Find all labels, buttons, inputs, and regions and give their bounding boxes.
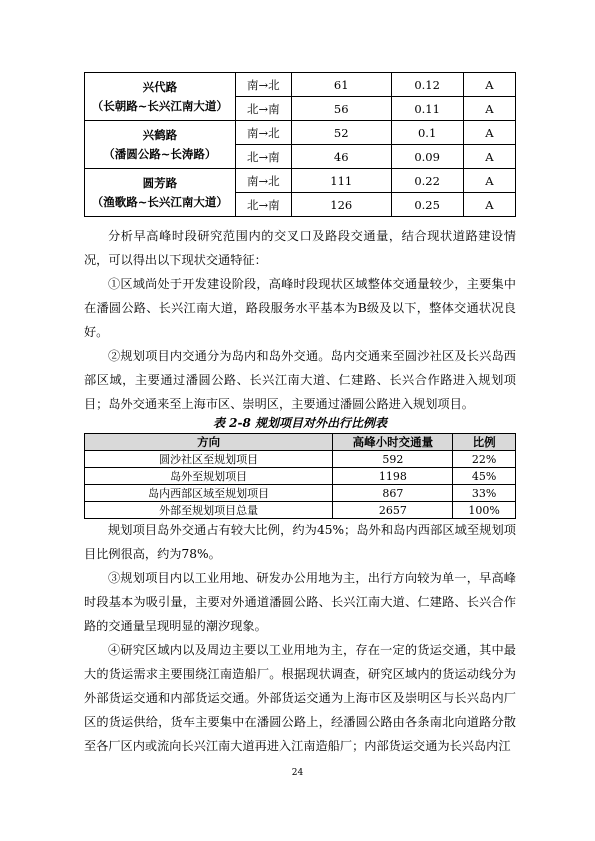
- table-caption: 表 2-8 规划项目对外出行比例表: [212, 416, 388, 430]
- trip-ratio-table: [84, 433, 516, 519]
- paragraph-feature-4: ④研究区域内以及周边主要以工业用地为主，存在一定的货运交通，其中最大的货运需求主要围绕江南造船厂。根据现状调查，研究区域内的货运动线分为外部货运交通和内部货运交通。外部货运交通为上海市区及崇明区与长兴岛内厂区的货运供给，货车主要集中在潘圆公路上，经潘圆公路由各条南北向道路分散至各厂区内或流向长兴江南大道再进入江南造船厂；内部货运交通为长兴岛内江: [84, 643, 516, 753]
- table-row: 岛内西部区域至规划项目 867 33%: [85, 485, 516, 502]
- table-row: 圆芳路 （渔歌路~长兴江南大道） 南→北 111 0.22 A: [85, 169, 516, 193]
- paragraph-feature-3: ③规划项目内以工业用地、研发办公用地为主，出行方向较为单一，早高峰时段基本为吸引量，主要对外通道潘圆公路、长兴江南大道、仁建路、长兴合作路的交通量呈现明显的潮汐现象。: [84, 571, 516, 633]
- table-row: 圆沙社区至规划项目 592 22%: [85, 451, 516, 468]
- page-number: 24: [291, 768, 304, 778]
- paragraph-feature-2: ②规划项目内交通分为岛内和岛外交通。岛内交通来至圆沙社区及长兴岛西部区域，主要通过潘圆公路、长兴江南大道、仁建路、长兴合作路进入规划项目；岛外交通来至上海市区、崇明区，主要通过潘圆公路进入规划项目。: [84, 349, 516, 411]
- road-name-cell: 兴代路 （长朝路~长兴江南大道）: [85, 73, 236, 121]
- table-row: 北→南 126 0.25 A: [85, 193, 516, 217]
- table-row: 北→南 46 0.09 A: [85, 145, 516, 169]
- road-volume-table: [84, 72, 516, 217]
- road-name-cell: 兴鹤路 （潘圆公路~长涛路）: [85, 121, 236, 169]
- table-header-row: 方向 高峰小时交通量 比例: [85, 434, 516, 451]
- table-row: 兴代路 （长朝路~长兴江南大道） 南→北 61 0.12 A: [85, 73, 516, 97]
- paragraph-outside-share: 规划项目岛外交通占有较大比例，约为45%；岛外和岛内西部区域至规划项目比例很高，约为78%。: [84, 523, 516, 561]
- paragraph-analysis-intro: 分析早高峰时段研究范围内的交叉口及路段交通量，结合现状道路建设情况，可以得出以下现状交通特征：: [84, 229, 516, 267]
- paragraph-feature-1: ①区域尚处于开发建设阶段，高峰时段现状区域整体交通量较少，主要集中在潘圆公路、长兴江南大道，路段服务水平基本为B级及以下，整体交通状况良好。: [84, 277, 516, 339]
- table-row: 岛外至规划项目 1198 45%: [85, 468, 516, 485]
- table-row: 兴鹤路 （潘圆公路~长涛路） 南→北 52 0.1 A: [85, 121, 516, 145]
- road-name-cell: 圆芳路 （渔歌路~长兴江南大道）: [85, 169, 236, 217]
- table-row: 北→南 56 0.11 A: [85, 97, 516, 121]
- table-row: 外部至规划项目总量 2657 100%: [85, 502, 516, 519]
